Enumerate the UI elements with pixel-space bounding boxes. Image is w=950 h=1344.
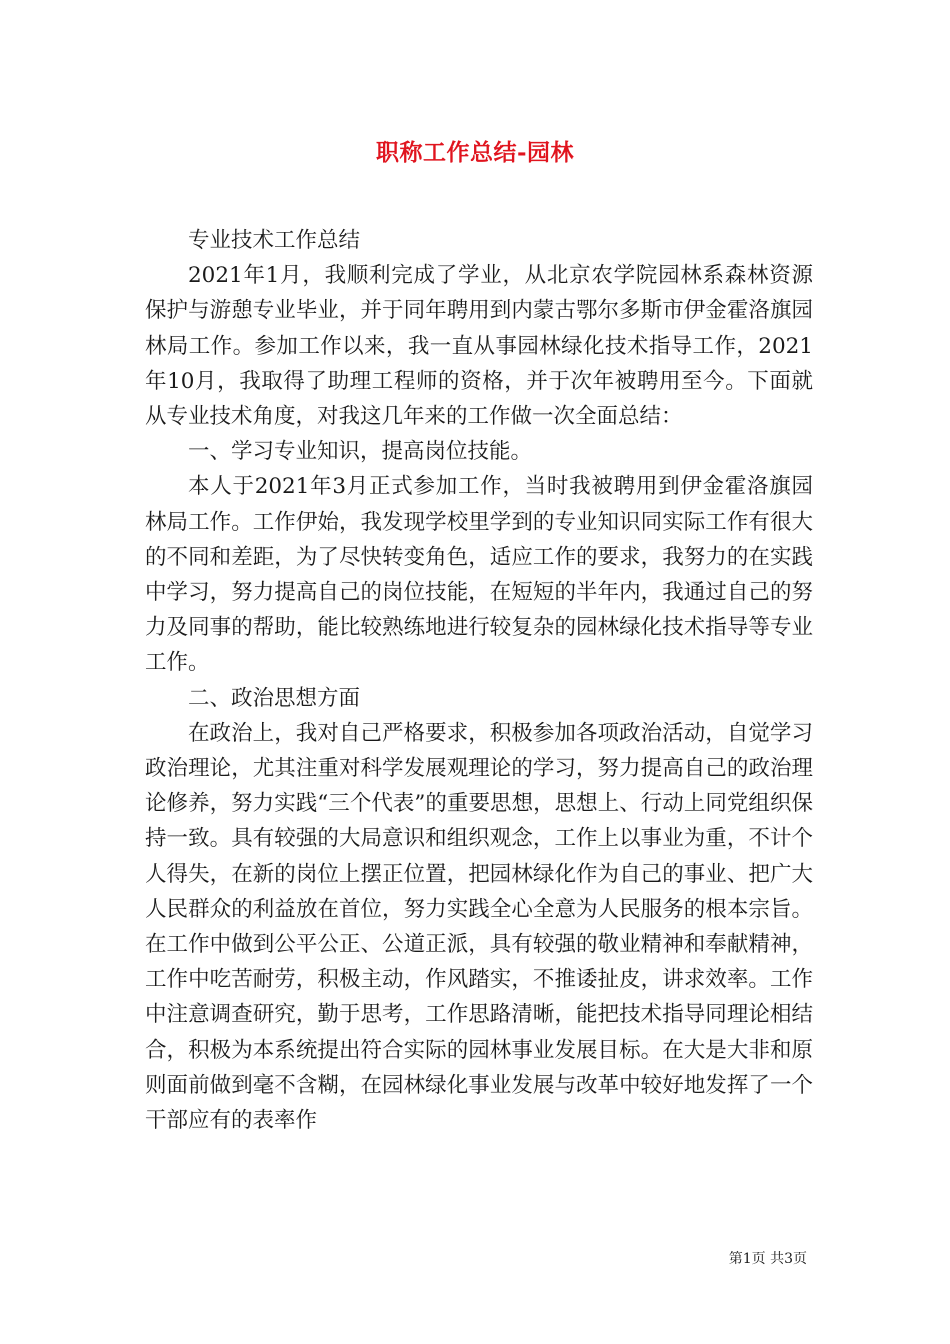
paragraph-heading: 专业技术工作总结 <box>188 228 361 253</box>
section-heading-2: 二、政治思想方面 <box>188 685 361 711</box>
paragraph-intro: 2021年1月，我顺利完成了学业，从北京农学院园林系森林资源保护与游憩专业毕业，并于同年聘用到内蒙古鄂尔多斯市伊金霍洛旗园林局工作。参加工作以来，我一直从事园林绿化技术指导工作，2021年10月，我取得了助理工程师的资格，并于次年被聘用至今。下面就从专业技术角度，对我这几年来的工作做一次全面总结： <box>145 263 813 430</box>
page-number: 第1页 共3页 <box>728 1251 807 1267</box>
paragraph-section-2: 在政治上，我对自己严格要求，积极参加各项政治活动，自觉学习政治理论，尤其注重对科学发展观理论的学习，努力提高自己的政治理论修养，努力实践“三个代表”的重要思想，思想上、行动上同党组织保持一致。具有较强的大局意识和组织观念，工作上以事业为重，不计个人得失，在新的岗位上摆正位置，把园林绿化作为自己的事业、把广大人民群众的利益放在首位，努力实践全心全意为人民服务的根本宗旨。在工作中做到公平公正、公道正派，具有较强的敬业精神和奉献精神，工作中吃苦耐劳，积极主动，作风踏实，不推诿扯皮，讲求效率。工作中注意调查研究，勤于思考，工作思路清晰，能把技术指导同理论相结合，积极为本系统提出符合实际的园林事业发展目标。在大是大非和原则面前做到毫不含糊，在园林绿化事业发展与改革中较好地发挥了一个干部应有的表率作 <box>145 720 813 1134</box>
document-title: 职称工作总结-园林 <box>375 139 575 166</box>
paragraph-section-1: 本人于2021年3月正式参加工作，当时我被聘用到伊金霍洛旗园林局工作。工作伊始，我发现学校里学到的专业知识同实际工作有很大的不同和差距，为了尽快转变角色，适应工作的要求，我努力的在实践中学习，努力提高自己的岗位技能，在短短的半年内，我通过自己的努力及同事的帮助，能比较熟练地进行较复杂的园林绿化技术指导等专业工作。 <box>145 474 813 676</box>
section-heading-1: 一、学习专业知识，提高岗位技能。 <box>188 439 533 465</box>
document-body <box>145 223 813 1138</box>
